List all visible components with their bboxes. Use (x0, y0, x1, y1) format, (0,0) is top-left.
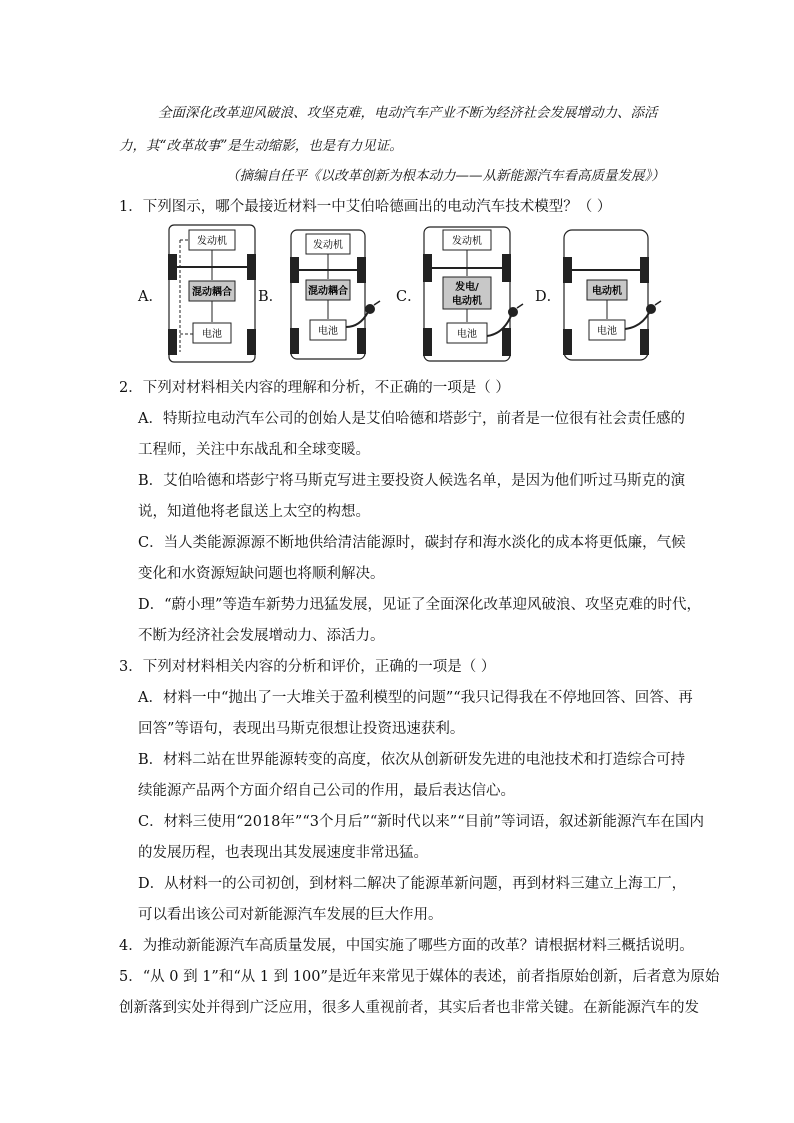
q2-option-a-line2: 工程师，关注中东战乱和全球变暖。 (138, 442, 370, 458)
intro-line-2: 力，其“改革故事”是生动缩影，也是有力见证。 (119, 138, 403, 154)
diagram-c-mid-line2: 电动机 (452, 296, 482, 307)
q2-option-d-line2: 不断为经济社会发展增动力、添活力。 (138, 628, 385, 644)
q2-option-b-line1[interactable]: B．艾伯哈德和塔彭宁将马斯克写进主要投资人候选名单，是因为他们听过马斯克的演 (138, 473, 686, 489)
diagram-b-bottom-box: 电池 (318, 326, 338, 337)
q3-option-d-line1[interactable]: D．从材料一的公司初创，到材料二解决了能源革新问题，再到材料三建立上海工厂， (138, 876, 687, 892)
q3-option-c-line2: 的发展历程，也表现出其发展速度非常迅猛。 (138, 845, 428, 861)
diagram-a-bottom-box: 电池 (202, 329, 222, 340)
q3-option-d-line2: 可以看出该公司对新能源汽车发展的巨大作用。 (138, 907, 443, 923)
option-d-label[interactable]: D． (535, 289, 562, 305)
diagram-d-bottom-box: 电池 (597, 326, 617, 337)
diagram-c-top-box: 发动机 (452, 236, 482, 247)
q3-stem: 3．下列对材料相关内容的分析和评价，正确的一项是（ ） (119, 659, 496, 675)
q1-diagram-row (138, 222, 698, 367)
diagram-b[interactable] (288, 227, 388, 362)
plug-icon (365, 304, 375, 314)
diagram-c-bottom-box: 电池 (457, 329, 477, 340)
diagram-a-mid-box: 混动耦合 (192, 287, 232, 298)
q2-option-a-line1[interactable]: A．特斯拉电动汽车公司的创始人是艾伯哈德和塔彭宁，前者是一位很有社会责任感的 (138, 411, 685, 427)
intro-source: （摘编自任平《以改革创新为根本动力——从新能源汽车看高质量发展》） (226, 168, 665, 184)
q3-option-c-line1[interactable]: C．材料三使用“2018年”“3个月后”“新时代以来”“目前”等词语，叙述新能源汽车在国内 (138, 814, 705, 830)
option-c-label[interactable]: C． (396, 289, 422, 305)
diagram-b-top-box: 发动机 (313, 240, 343, 251)
option-a-label[interactable]: A． (138, 289, 163, 305)
q5-line1: 5．“从 0 到 1”和“从 1 到 100”是近年来常见于媒体的表述，前者指原始创新，后者意为原始 (119, 969, 720, 985)
intro-line-1: 全面深化改革迎风破浪、攻坚克难，电动汽车产业不断为经济社会发展增动力、添活 (158, 105, 658, 121)
q5-line2: 创新落到实处并得到广泛应用，很多人重视前者，其实后者也非常关键。在新能源汽车的发 (119, 1000, 699, 1016)
q3-option-b-line1[interactable]: B．材料二站在世界能源转变的高度，依次从创新研发先进的电池技术和打造综合可持 (138, 752, 686, 768)
q3-option-a-line1[interactable]: A．材料一中“抛出了一大堆关于盈利模型的问题”“我只记得我在不停地回答、回答、再 (138, 690, 693, 706)
diagram-a-top-box: 发动机 (197, 236, 227, 247)
diagram-c-mid-line1: 发电/ (455, 282, 479, 293)
plug-icon (646, 304, 656, 314)
diagram-b-mid-box: 混动耦合 (308, 286, 348, 297)
q2-option-c-line1[interactable]: C．当人类能源源源不断地供给清洁能源时，碳封存和海水淡化的成本将更低廉，气候 (138, 535, 686, 551)
plug-icon (508, 307, 518, 317)
q2-option-c-line2: 变化和水资源短缺问题也将顺利解决。 (138, 566, 385, 582)
q2-option-b-line2: 说，知道他将老鼠送上太空的构想。 (138, 504, 370, 520)
q1-stem: 1．下列图示，哪个最接近材料一中艾伯哈德画出的电动汽车技术模型？（ ） (119, 199, 612, 215)
diagram-c[interactable] (421, 224, 531, 364)
diagram-d[interactable] (561, 227, 671, 364)
q2-option-d-line1[interactable]: D．“蔚小理”等造车新势力迅猛发展，见证了全面深化改革迎风破浪、攻坚克难的时代， (138, 597, 701, 613)
q2-stem: 2．下列对材料相关内容的理解和分析，不正确的一项是（ ） (119, 380, 510, 396)
q3-option-a-line2: 回答”等语句，表现出马斯克很想让投资迅速获利。 (138, 721, 465, 737)
diagram-a[interactable] (166, 222, 258, 365)
q3-option-b-line2: 续能源产品两个方面介绍自己公司的作用，最后表达信心。 (138, 783, 515, 799)
q4-stem: 4．为推动新能源汽车高质量发展，中国实施了哪些方面的改革？请根据材料三概括说明。 (119, 938, 694, 954)
diagram-d-mid-box: 电动机 (592, 286, 622, 297)
option-b-label[interactable]: B． (258, 289, 284, 305)
